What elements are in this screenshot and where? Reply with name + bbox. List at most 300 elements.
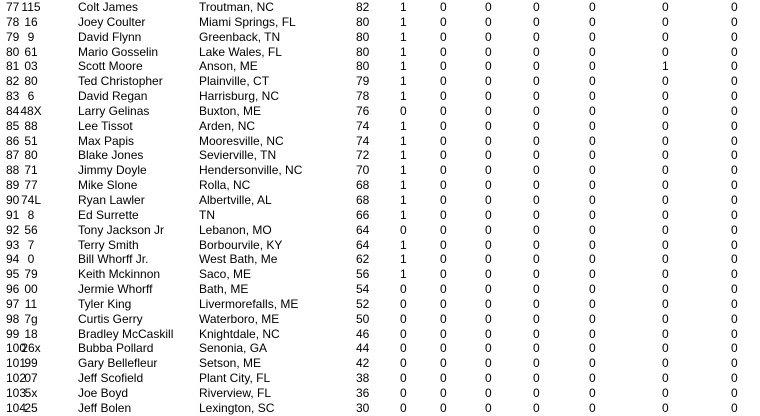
stat-col-7-cell: 0 xyxy=(731,371,738,386)
stat-col-7-cell: 0 xyxy=(731,356,738,371)
hometown-cell: Mooresville, NC xyxy=(199,133,284,148)
points-cell: 82 xyxy=(356,0,370,14)
table-row xyxy=(0,163,760,178)
table-row xyxy=(0,327,760,342)
stat-col-7-cell: 0 xyxy=(731,192,738,207)
driver-name-cell: Mario Gosselin xyxy=(78,44,159,59)
stat-col-3-cell: 0 xyxy=(485,118,492,133)
stat-col-5-cell: 0 xyxy=(589,385,596,400)
table-row xyxy=(0,119,760,134)
stat-col-7-cell: 0 xyxy=(731,326,738,341)
car-number-cell: 56 xyxy=(24,222,38,237)
stat-col-7-cell: 0 xyxy=(731,14,738,29)
points-cell: 74 xyxy=(356,133,370,148)
stat-col-3-cell: 0 xyxy=(485,371,492,386)
car-number-cell: 7g xyxy=(24,311,38,326)
stat-col-1-cell: 1 xyxy=(400,59,407,74)
table-row xyxy=(0,0,760,15)
hometown-cell: Harrisburg, NC xyxy=(199,89,280,104)
stat-col-6-cell: 0 xyxy=(662,311,669,326)
stat-col-4-cell: 0 xyxy=(533,29,540,44)
stat-col-5-cell: 0 xyxy=(589,356,596,371)
stat-col-1-cell: 0 xyxy=(400,400,407,415)
driver-name-cell: Colt James xyxy=(78,0,139,14)
stat-col-7-cell: 0 xyxy=(731,59,738,74)
car-number-cell: 25 xyxy=(24,400,38,415)
points-cell: 78 xyxy=(356,89,370,104)
stat-col-3-cell: 0 xyxy=(485,267,492,282)
hometown-cell: Greenback, TN xyxy=(199,29,281,44)
stat-col-6-cell: 0 xyxy=(662,267,669,282)
table-row xyxy=(0,386,760,401)
stat-col-1-cell: 0 xyxy=(400,341,407,356)
stat-col-3-cell: 0 xyxy=(485,237,492,252)
driver-name-cell: Scott Moore xyxy=(78,59,143,74)
position-cell: 84 xyxy=(6,103,20,118)
stat-col-4-cell: 0 xyxy=(533,326,540,341)
stat-col-1-cell: 0 xyxy=(400,356,407,371)
stat-col-4-cell: 0 xyxy=(533,103,540,118)
stat-col-5-cell: 0 xyxy=(589,163,596,178)
stat-col-2-cell: 0 xyxy=(440,0,447,14)
stat-col-4-cell: 0 xyxy=(533,163,540,178)
points-cell: 74 xyxy=(356,118,370,133)
stat-col-7-cell: 0 xyxy=(731,163,738,178)
stat-col-1-cell: 0 xyxy=(400,296,407,311)
hometown-cell: Anson, ME xyxy=(199,59,258,74)
stat-col-4-cell: 0 xyxy=(533,252,540,267)
stat-col-5-cell: 0 xyxy=(589,282,596,297)
driver-name-cell: Jeff Bolen xyxy=(78,400,132,415)
hometown-cell: West Bath, Me xyxy=(199,252,278,267)
stat-col-4-cell: 0 xyxy=(533,44,540,59)
stat-col-4-cell: 0 xyxy=(533,133,540,148)
stat-col-4-cell: 0 xyxy=(533,385,540,400)
stat-col-6-cell: 0 xyxy=(662,44,669,59)
points-cell: 52 xyxy=(356,296,370,311)
table-row xyxy=(0,45,760,60)
table-row xyxy=(0,356,760,371)
stat-col-2-cell: 0 xyxy=(440,371,447,386)
stat-col-5-cell: 0 xyxy=(589,192,596,207)
stat-col-7-cell: 0 xyxy=(731,385,738,400)
position-cell: 95 xyxy=(6,267,20,282)
driver-name-cell: Max Papis xyxy=(78,133,135,148)
stat-col-1-cell: 1 xyxy=(400,14,407,29)
table-row xyxy=(0,74,760,89)
stat-col-6-cell: 0 xyxy=(662,133,669,148)
stat-col-6-cell: 0 xyxy=(662,237,669,252)
stat-col-6-cell: 0 xyxy=(662,296,669,311)
position-cell: 104 xyxy=(6,400,27,415)
stat-col-6-cell: 0 xyxy=(662,178,669,193)
hometown-cell: Buxton, ME xyxy=(199,103,262,118)
stat-col-5-cell: 0 xyxy=(589,89,596,104)
stat-col-3-cell: 0 xyxy=(485,178,492,193)
stat-col-5-cell: 0 xyxy=(589,0,596,14)
stat-col-6-cell: 0 xyxy=(662,118,669,133)
position-cell: 89 xyxy=(6,178,20,193)
stat-col-1-cell: 0 xyxy=(400,282,407,297)
stat-col-2-cell: 0 xyxy=(440,267,447,282)
stat-col-4-cell: 0 xyxy=(533,74,540,89)
stat-col-7-cell: 0 xyxy=(731,74,738,89)
position-cell: 88 xyxy=(6,163,20,178)
position-cell: 99 xyxy=(6,326,20,341)
stat-col-5-cell: 0 xyxy=(589,29,596,44)
car-number-cell: 61 xyxy=(24,44,38,59)
stat-col-2-cell: 0 xyxy=(440,44,447,59)
stat-col-2-cell: 0 xyxy=(440,296,447,311)
position-cell: 81 xyxy=(6,59,20,74)
stat-col-2-cell: 0 xyxy=(440,400,447,415)
table-row xyxy=(0,371,760,386)
stat-col-6-cell: 0 xyxy=(662,371,669,386)
car-number-cell: 80 xyxy=(24,148,38,163)
driver-name-cell: Joey Coulter xyxy=(78,14,146,29)
stat-col-2-cell: 0 xyxy=(440,311,447,326)
stat-col-2-cell: 0 xyxy=(440,237,447,252)
stat-col-3-cell: 0 xyxy=(485,356,492,371)
stat-col-3-cell: 0 xyxy=(485,59,492,74)
stat-col-3-cell: 0 xyxy=(485,0,492,14)
driver-name-cell: Bill Whorff Jr. xyxy=(78,252,149,267)
hometown-cell: Arden, NC xyxy=(199,118,256,133)
stat-col-3-cell: 0 xyxy=(485,296,492,311)
stat-col-6-cell: 0 xyxy=(662,148,669,163)
hometown-cell: Saco, ME xyxy=(199,267,252,282)
stat-col-4-cell: 0 xyxy=(533,371,540,386)
stat-col-2-cell: 0 xyxy=(440,163,447,178)
position-cell: 98 xyxy=(6,311,20,326)
driver-name-cell: Larry Gelinas xyxy=(78,103,150,118)
stat-col-2-cell: 0 xyxy=(440,14,447,29)
stat-col-3-cell: 0 xyxy=(485,133,492,148)
stat-col-1-cell: 0 xyxy=(400,385,407,400)
table-row xyxy=(0,178,760,193)
driver-name-cell: Ted Christopher xyxy=(78,74,163,89)
points-cell: 80 xyxy=(356,59,370,74)
stat-col-5-cell: 0 xyxy=(589,311,596,326)
stat-col-5-cell: 0 xyxy=(589,44,596,59)
stat-col-6-cell: 0 xyxy=(662,341,669,356)
stat-col-7-cell: 0 xyxy=(731,400,738,415)
stat-col-1-cell: 0 xyxy=(400,371,407,386)
points-cell: 68 xyxy=(356,192,370,207)
stat-col-7-cell: 0 xyxy=(731,267,738,282)
table-row xyxy=(0,15,760,30)
stat-col-5-cell: 0 xyxy=(589,103,596,118)
car-number-cell: 03 xyxy=(24,59,38,74)
stat-col-1-cell: 1 xyxy=(400,192,407,207)
driver-name-cell: Keith Mckinnon xyxy=(78,267,161,282)
car-number-cell: 16 xyxy=(24,14,38,29)
stat-col-7-cell: 0 xyxy=(731,133,738,148)
table-row xyxy=(0,148,760,163)
stat-col-5-cell: 0 xyxy=(589,371,596,386)
stat-col-4-cell: 0 xyxy=(533,282,540,297)
driver-name-cell: Tyler King xyxy=(78,296,132,311)
car-number-cell: 74L xyxy=(20,192,42,207)
points-cell: 56 xyxy=(356,267,370,282)
stat-col-6-cell: 0 xyxy=(662,74,669,89)
stat-col-6-cell: 0 xyxy=(662,163,669,178)
stat-col-3-cell: 0 xyxy=(485,14,492,29)
stat-col-5-cell: 0 xyxy=(589,252,596,267)
points-cell: 72 xyxy=(356,148,370,163)
hometown-cell: Troutman, NC xyxy=(199,0,274,14)
stat-col-2-cell: 0 xyxy=(440,29,447,44)
table-row xyxy=(0,89,760,104)
stat-col-3-cell: 0 xyxy=(485,385,492,400)
stat-col-4-cell: 0 xyxy=(533,118,540,133)
points-cell: 64 xyxy=(356,222,370,237)
stat-col-4-cell: 0 xyxy=(533,89,540,104)
position-cell: 82 xyxy=(6,74,20,89)
stat-col-6-cell: 0 xyxy=(662,385,669,400)
points-cell: 62 xyxy=(356,252,370,267)
position-cell: 100 xyxy=(6,341,27,356)
points-cell: 64 xyxy=(356,237,370,252)
stat-col-7-cell: 0 xyxy=(731,89,738,104)
points-cell: 54 xyxy=(356,282,370,297)
table-row xyxy=(0,223,760,238)
stat-col-5-cell: 0 xyxy=(589,74,596,89)
hometown-cell: Plant City, FL xyxy=(199,371,271,386)
hometown-cell: Riverview, FL xyxy=(199,385,272,400)
table-row xyxy=(0,267,760,282)
position-cell: 101 xyxy=(6,356,27,371)
position-cell: 90 xyxy=(6,192,20,207)
car-number-cell: 115 xyxy=(21,0,41,14)
position-cell: 78 xyxy=(6,14,20,29)
position-cell: 102 xyxy=(6,371,27,386)
table-row xyxy=(0,134,760,149)
stat-col-3-cell: 0 xyxy=(485,74,492,89)
stat-col-2-cell: 0 xyxy=(440,282,447,297)
hometown-cell: Senonia, GA xyxy=(199,341,268,356)
stat-col-5-cell: 0 xyxy=(589,118,596,133)
stat-col-2-cell: 0 xyxy=(440,74,447,89)
car-number-cell: 0 xyxy=(27,252,35,267)
stat-col-1-cell: 0 xyxy=(400,103,407,118)
stat-col-1-cell: 1 xyxy=(400,29,407,44)
stat-col-4-cell: 0 xyxy=(533,400,540,415)
points-cell: 44 xyxy=(356,341,370,356)
stat-col-3-cell: 0 xyxy=(485,222,492,237)
stat-col-1-cell: 1 xyxy=(400,133,407,148)
stat-col-3-cell: 0 xyxy=(485,341,492,356)
stat-col-5-cell: 0 xyxy=(589,326,596,341)
hometown-cell: Setson, ME xyxy=(199,356,262,371)
stat-col-2-cell: 0 xyxy=(440,341,447,356)
stat-col-2-cell: 0 xyxy=(440,133,447,148)
stat-col-6-cell: 0 xyxy=(662,282,669,297)
stat-col-4-cell: 0 xyxy=(533,148,540,163)
hometown-cell: Waterboro, ME xyxy=(199,311,280,326)
stat-col-1-cell: 1 xyxy=(400,0,407,14)
driver-name-cell: Curtis Gerry xyxy=(78,311,143,326)
points-cell: 68 xyxy=(356,178,370,193)
points-cell: 70 xyxy=(356,163,370,178)
table-row xyxy=(0,104,760,119)
car-number-cell: 79 xyxy=(24,267,38,282)
stat-col-4-cell: 0 xyxy=(533,59,540,74)
stat-col-6-cell: 0 xyxy=(662,222,669,237)
hometown-cell: Albertville, AL xyxy=(199,192,272,207)
driver-name-cell: Ryan Lawler xyxy=(78,192,145,207)
stat-col-5-cell: 0 xyxy=(589,14,596,29)
stat-col-1-cell: 0 xyxy=(400,222,407,237)
car-number-cell: 11 xyxy=(24,296,38,311)
points-cell: 50 xyxy=(356,311,370,326)
table-row xyxy=(0,59,760,74)
stat-col-2-cell: 0 xyxy=(440,178,447,193)
table-row xyxy=(0,208,760,223)
stat-col-1-cell: 1 xyxy=(400,207,407,222)
stat-col-5-cell: 0 xyxy=(589,237,596,252)
stat-col-7-cell: 0 xyxy=(731,222,738,237)
driver-name-cell: Blake Jones xyxy=(78,148,144,163)
stat-col-3-cell: 0 xyxy=(485,400,492,415)
stat-col-5-cell: 0 xyxy=(589,148,596,163)
car-number-cell: 99 xyxy=(24,356,38,371)
hometown-cell: Plainville, CT xyxy=(199,74,270,89)
points-cell: 79 xyxy=(356,74,370,89)
stat-col-5-cell: 0 xyxy=(589,400,596,415)
stat-col-7-cell: 0 xyxy=(731,311,738,326)
stat-col-3-cell: 0 xyxy=(485,192,492,207)
stat-col-6-cell: 0 xyxy=(662,89,669,104)
stat-col-1-cell: 0 xyxy=(400,311,407,326)
stat-col-3-cell: 0 xyxy=(485,252,492,267)
driver-name-cell: David Flynn xyxy=(78,29,142,44)
stat-col-6-cell: 0 xyxy=(662,29,669,44)
stat-col-6-cell: 1 xyxy=(662,59,669,74)
stat-col-1-cell: 1 xyxy=(400,267,407,282)
stat-col-1-cell: 1 xyxy=(400,44,407,59)
stat-col-7-cell: 0 xyxy=(731,118,738,133)
stat-col-5-cell: 0 xyxy=(589,296,596,311)
points-cell: 46 xyxy=(356,326,370,341)
points-cell: 30 xyxy=(356,400,370,415)
driver-name-cell: Bradley McCaskill xyxy=(78,326,174,341)
driver-name-cell: Lee Tissot xyxy=(78,118,133,133)
stat-col-7-cell: 0 xyxy=(731,148,738,163)
position-cell: 92 xyxy=(6,222,20,237)
points-cell: 38 xyxy=(356,371,370,386)
car-number-cell: 07 xyxy=(24,371,38,386)
stat-col-5-cell: 0 xyxy=(589,222,596,237)
stat-col-3-cell: 0 xyxy=(485,89,492,104)
table-row xyxy=(0,341,760,356)
stat-col-7-cell: 0 xyxy=(731,29,738,44)
stat-col-3-cell: 0 xyxy=(485,163,492,178)
table-row xyxy=(0,401,760,416)
hometown-cell: Borbourvile, KY xyxy=(199,237,283,252)
stat-col-2-cell: 0 xyxy=(440,385,447,400)
stat-col-2-cell: 0 xyxy=(440,356,447,371)
hometown-cell: Lebanon, MO xyxy=(199,222,272,237)
stat-col-4-cell: 0 xyxy=(533,267,540,282)
stat-col-5-cell: 0 xyxy=(589,59,596,74)
hometown-cell: Bath, ME xyxy=(199,282,249,297)
stat-col-3-cell: 0 xyxy=(485,44,492,59)
hometown-cell: Hendersonville, NC xyxy=(199,163,303,178)
stat-col-6-cell: 0 xyxy=(662,356,669,371)
points-cell: 66 xyxy=(356,207,370,222)
car-number-cell: 26x xyxy=(21,341,41,356)
stat-col-4-cell: 0 xyxy=(533,207,540,222)
hometown-cell: TN xyxy=(199,207,215,222)
position-cell: 77 xyxy=(6,0,20,14)
stat-col-1-cell: 1 xyxy=(400,118,407,133)
stat-col-3-cell: 0 xyxy=(485,311,492,326)
position-cell: 103 xyxy=(6,385,27,400)
table-row xyxy=(0,238,760,253)
stat-col-3-cell: 0 xyxy=(485,326,492,341)
stat-col-1-cell: 1 xyxy=(400,237,407,252)
stat-col-4-cell: 0 xyxy=(533,356,540,371)
position-cell: 80 xyxy=(6,44,20,59)
stat-col-1-cell: 1 xyxy=(400,89,407,104)
stat-col-2-cell: 0 xyxy=(440,59,447,74)
stat-col-5-cell: 0 xyxy=(589,133,596,148)
position-cell: 97 xyxy=(6,296,20,311)
stat-col-4-cell: 0 xyxy=(533,296,540,311)
position-cell: 96 xyxy=(6,282,20,297)
stat-col-5-cell: 0 xyxy=(589,178,596,193)
stat-col-7-cell: 0 xyxy=(731,296,738,311)
stat-col-7-cell: 0 xyxy=(731,44,738,59)
position-cell: 91 xyxy=(6,207,20,222)
points-cell: 80 xyxy=(356,14,370,29)
stat-col-7-cell: 0 xyxy=(731,252,738,267)
table-row xyxy=(0,30,760,45)
stat-col-6-cell: 0 xyxy=(662,14,669,29)
table-row xyxy=(0,282,760,297)
hometown-cell: Livermorefalls, ME xyxy=(199,296,299,311)
driver-name-cell: Mike Slone xyxy=(78,178,138,193)
table-row xyxy=(0,193,760,208)
hometown-cell: Lexington, SC xyxy=(199,400,275,415)
stat-col-2-cell: 0 xyxy=(440,252,447,267)
driver-name-cell: Tony Jackson Jr xyxy=(78,222,165,237)
stat-col-6-cell: 0 xyxy=(662,207,669,222)
car-number-cell: 80 xyxy=(24,74,38,89)
position-cell: 94 xyxy=(6,252,20,267)
stat-col-2-cell: 0 xyxy=(440,103,447,118)
stat-col-6-cell: 0 xyxy=(662,103,669,118)
points-cell: 42 xyxy=(356,356,370,371)
stat-col-2-cell: 0 xyxy=(440,192,447,207)
stat-col-5-cell: 0 xyxy=(589,207,596,222)
driver-name-cell: Jeff Scofield xyxy=(78,371,144,386)
table-row xyxy=(0,297,760,312)
stat-col-4-cell: 0 xyxy=(533,237,540,252)
stat-col-7-cell: 0 xyxy=(731,207,738,222)
stat-col-7-cell: 0 xyxy=(731,282,738,297)
stat-col-3-cell: 0 xyxy=(485,282,492,297)
stat-col-1-cell: 1 xyxy=(400,178,407,193)
car-number-cell: 00 xyxy=(24,282,38,297)
car-number-cell: 51 xyxy=(24,133,38,148)
stat-col-1-cell: 1 xyxy=(400,252,407,267)
position-cell: 85 xyxy=(6,118,20,133)
stat-col-7-cell: 0 xyxy=(731,0,738,14)
stat-col-4-cell: 0 xyxy=(533,14,540,29)
stat-col-1-cell: 0 xyxy=(400,326,407,341)
